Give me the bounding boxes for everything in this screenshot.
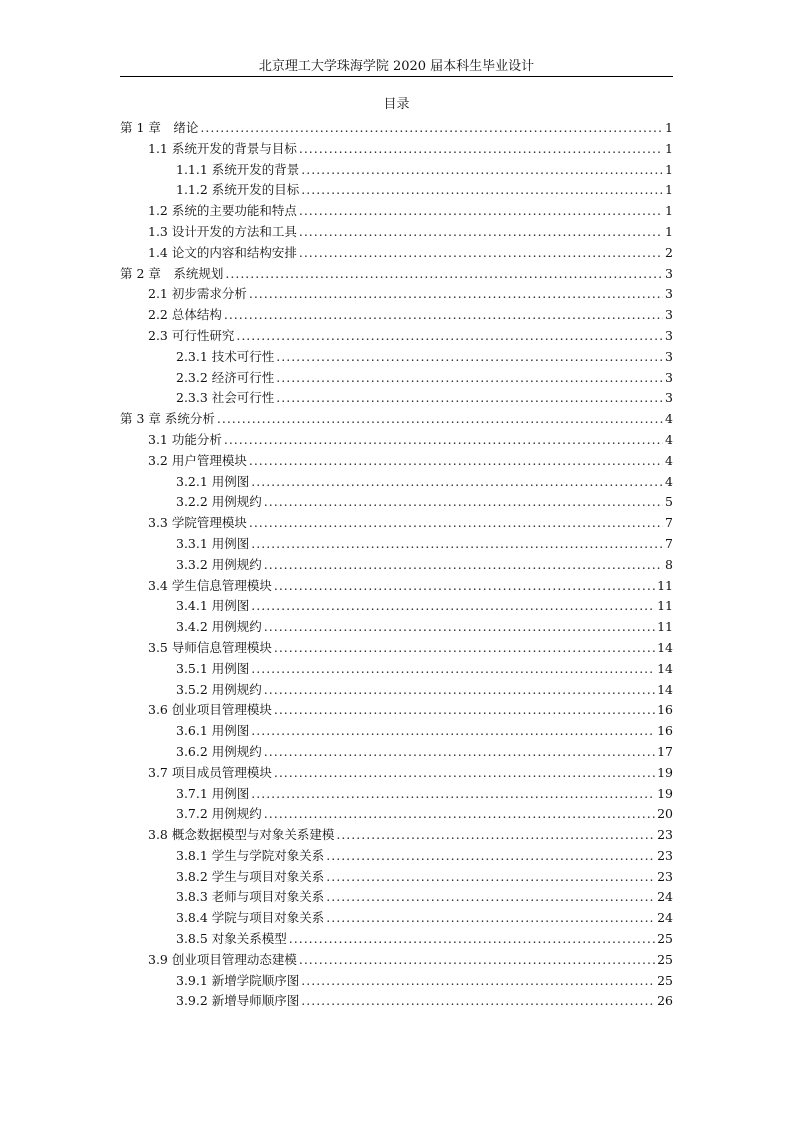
toc-entry[interactable] bbox=[120, 950, 673, 971]
table-of-contents bbox=[120, 118, 673, 1012]
toc-entry-page-number: 3 bbox=[665, 265, 673, 281]
toc-entry-label: 3.6.2 用例规约 bbox=[176, 743, 262, 759]
toc-entry-page-number: 16 bbox=[657, 723, 673, 739]
toc-dot-leader bbox=[274, 700, 655, 721]
toc-entry-page-number: 17 bbox=[657, 743, 673, 759]
toc-entry-label: 3.4.2 用例规约 bbox=[176, 619, 262, 635]
toc-entry-label: 2.3 可行性研究 bbox=[148, 327, 235, 343]
toc-entry-page-number: 1 bbox=[665, 223, 673, 239]
toc-entry-label: 1.1.2 系统开发的目标 bbox=[176, 182, 300, 198]
toc-entry[interactable] bbox=[120, 243, 673, 264]
toc-entry[interactable] bbox=[120, 555, 673, 576]
toc-dot-leader bbox=[299, 950, 655, 971]
toc-entry-page-number: 25 bbox=[657, 951, 673, 967]
toc-entry-label: 1.1 系统开发的背景与目标 bbox=[148, 140, 297, 156]
toc-dot-leader bbox=[301, 180, 663, 201]
toc-entry-label: 3.5.1 用例图 bbox=[176, 660, 250, 676]
toc-entry-label: 第 3 章 系统分析 bbox=[120, 411, 215, 427]
toc-entry-label: 3.5.2 用例规约 bbox=[176, 681, 262, 697]
toc-entry[interactable] bbox=[120, 180, 673, 201]
toc-entry-label: 2.2 总体结构 bbox=[148, 307, 222, 323]
toc-entry-page-number: 14 bbox=[657, 681, 673, 697]
toc-entry-page-number: 4 bbox=[665, 431, 673, 447]
toc-entry-label: 3.8.1 学生与学院对象关系 bbox=[176, 847, 325, 863]
toc-entry-page-number: 24 bbox=[657, 910, 673, 926]
toc-entry-page-number: 3 bbox=[665, 327, 673, 343]
toc-entry-page-number: 14 bbox=[657, 660, 673, 676]
toc-entry-page-number: 23 bbox=[657, 868, 673, 884]
toc-entry[interactable] bbox=[120, 139, 673, 160]
toc-entry[interactable] bbox=[120, 784, 673, 805]
toc-entry-page-number: 8 bbox=[665, 556, 673, 572]
toc-entry[interactable] bbox=[120, 721, 673, 742]
toc-entry-label: 3.3 学院管理模块 bbox=[148, 515, 247, 531]
toc-entry[interactable] bbox=[120, 222, 673, 243]
toc-dot-leader bbox=[251, 596, 655, 617]
toc-entry-page-number: 25 bbox=[657, 931, 673, 947]
toc-entry-page-number: 7 bbox=[665, 535, 673, 551]
toc-entry-page-number: 19 bbox=[657, 785, 673, 801]
toc-dot-leader bbox=[249, 513, 663, 534]
toc-entry-label: 3.9 创业项目管理动态建模 bbox=[148, 951, 297, 967]
toc-entry[interactable] bbox=[120, 971, 673, 992]
toc-entry[interactable] bbox=[120, 825, 673, 846]
toc-dot-leader bbox=[264, 680, 655, 701]
toc-dot-leader bbox=[236, 326, 663, 347]
toc-entry[interactable] bbox=[120, 513, 673, 534]
toc-entry-label: 3.3.1 用例图 bbox=[176, 535, 250, 551]
toc-entry-label: 2.1 初步需求分析 bbox=[148, 286, 247, 302]
toc-entry-page-number: 3 bbox=[665, 369, 673, 385]
toc-dot-leader bbox=[326, 846, 655, 867]
toc-entry-page-number: 5 bbox=[665, 494, 673, 510]
toc-entry-page-number: 19 bbox=[657, 764, 673, 780]
toc-entry[interactable] bbox=[120, 264, 673, 285]
toc-entry[interactable] bbox=[120, 409, 673, 430]
toc-dot-leader bbox=[264, 617, 655, 638]
toc-dot-leader bbox=[326, 908, 655, 929]
toc-entry[interactable] bbox=[120, 368, 673, 389]
toc-entry-label: 2.3.2 经济可行性 bbox=[176, 369, 275, 385]
toc-entry[interactable] bbox=[120, 118, 673, 139]
toc-entry-page-number: 3 bbox=[665, 286, 673, 302]
toc-dot-leader bbox=[336, 825, 655, 846]
toc-dot-leader bbox=[299, 139, 663, 160]
toc-entry-label: 2.3.1 技术可行性 bbox=[176, 348, 275, 364]
toc-entry-label: 1.4 论文的内容和结构安排 bbox=[148, 244, 297, 260]
toc-dot-leader bbox=[251, 721, 655, 742]
toc-entry[interactable] bbox=[120, 472, 673, 493]
toc-dot-leader bbox=[251, 784, 655, 805]
toc-entry-label: 3.8.3 老师与项目对象关系 bbox=[176, 889, 325, 905]
toc-entry[interactable] bbox=[120, 680, 673, 701]
toc-dot-leader bbox=[251, 472, 663, 493]
toc-entry-page-number: 2 bbox=[665, 244, 673, 260]
toc-entry[interactable] bbox=[120, 596, 673, 617]
toc-entry-label: 3.4.1 用例图 bbox=[176, 598, 250, 614]
toc-entry-label: 3.8.4 学院与项目对象关系 bbox=[176, 910, 325, 926]
toc-entry[interactable] bbox=[120, 659, 673, 680]
toc-entry-label: 3.3.2 用例规约 bbox=[176, 556, 262, 572]
toc-dot-leader bbox=[274, 763, 655, 784]
toc-dot-leader bbox=[217, 409, 663, 430]
toc-entry[interactable] bbox=[120, 929, 673, 950]
toc-entry-page-number: 11 bbox=[657, 619, 673, 635]
toc-entry[interactable] bbox=[120, 700, 673, 721]
toc-dot-leader bbox=[224, 305, 663, 326]
toc-entry-page-number: 25 bbox=[657, 972, 673, 988]
toc-entry[interactable] bbox=[120, 347, 673, 368]
toc-entry-label: 3.4 学生信息管理模块 bbox=[148, 577, 272, 593]
toc-entry[interactable] bbox=[120, 763, 673, 784]
toc-entry-label: 3.8 概念数据模型与对象关系建模 bbox=[148, 827, 335, 843]
toc-entry[interactable] bbox=[120, 846, 673, 867]
toc-entry-label: 1.1.1 系统开发的背景 bbox=[176, 161, 300, 177]
toc-entry-label: 3.7.2 用例规约 bbox=[176, 806, 262, 822]
toc-dot-leader bbox=[224, 430, 663, 451]
toc-entry[interactable] bbox=[120, 576, 673, 597]
toc-entry-label: 1.2 系统的主要功能和特点 bbox=[148, 203, 297, 219]
toc-entry[interactable] bbox=[120, 388, 673, 409]
running-header: 北京理工大学珠海学院 2020 届本科生毕业设计 bbox=[258, 59, 535, 74]
toc-dot-leader bbox=[276, 388, 663, 409]
toc-entry-page-number: 3 bbox=[665, 390, 673, 406]
toc-entry-page-number: 4 bbox=[665, 411, 673, 427]
toc-entry[interactable] bbox=[120, 887, 673, 908]
toc-entry-label: 3.6.1 用例图 bbox=[176, 723, 250, 739]
toc-dot-leader bbox=[264, 492, 663, 513]
toc-dot-leader bbox=[249, 284, 663, 305]
toc-dot-leader bbox=[301, 160, 663, 181]
toc-entry[interactable] bbox=[120, 160, 673, 181]
toc-dot-leader bbox=[225, 264, 663, 285]
toc-entry-page-number: 1 bbox=[665, 140, 673, 156]
toc-entry-label: 3.7 项目成员管理模块 bbox=[148, 764, 272, 780]
toc-entry-label: 3.9.2 新增导师顺序图 bbox=[176, 993, 300, 1009]
toc-entry-page-number: 24 bbox=[657, 889, 673, 905]
toc-dot-leader bbox=[299, 243, 663, 264]
toc-entry-label: 第 1 章 绪论 bbox=[120, 120, 199, 135]
toc-dot-leader bbox=[299, 222, 663, 243]
toc-dot-leader bbox=[276, 368, 663, 389]
toc-entry-page-number: 3 bbox=[665, 307, 673, 323]
toc-entry-page-number: 1 bbox=[665, 161, 673, 177]
toc-entry-page-number: 16 bbox=[657, 702, 673, 718]
toc-entry-label: 3.8.2 学生与项目对象关系 bbox=[176, 868, 325, 884]
toc-entry-page-number: 1 bbox=[665, 182, 673, 198]
toc-dot-leader bbox=[299, 201, 663, 222]
toc-dot-leader bbox=[276, 347, 663, 368]
toc-entry-page-number: 7 bbox=[665, 515, 673, 531]
toc-entry-label: 3.7.1 用例图 bbox=[176, 785, 250, 801]
header-divider bbox=[120, 76, 673, 77]
toc-entry-label: 3.1 功能分析 bbox=[148, 431, 222, 447]
toc-entry[interactable] bbox=[120, 638, 673, 659]
toc-dot-leader bbox=[251, 659, 655, 680]
toc-dot-leader bbox=[251, 534, 663, 555]
toc-entry[interactable] bbox=[120, 284, 673, 305]
toc-entry-label: 3.2.1 用例图 bbox=[176, 473, 250, 489]
toc-entry-page-number: 1 bbox=[665, 203, 673, 219]
toc-entry[interactable] bbox=[120, 201, 673, 222]
toc-entry-page-number: 4 bbox=[665, 473, 673, 489]
toc-dot-leader bbox=[264, 742, 655, 763]
toc-entry[interactable] bbox=[120, 305, 673, 326]
toc-entry-page-number: 4 bbox=[665, 452, 673, 468]
toc-entry[interactable] bbox=[120, 804, 673, 825]
toc-dot-leader bbox=[274, 576, 655, 597]
toc-entry-page-number: 11 bbox=[657, 577, 673, 593]
toc-entry[interactable] bbox=[120, 867, 673, 888]
toc-dot-leader bbox=[289, 929, 655, 950]
toc-entry[interactable] bbox=[120, 430, 673, 451]
toc-entry-label: 1.3 设计开发的方法和工具 bbox=[148, 223, 297, 239]
toc-entry[interactable] bbox=[120, 991, 673, 1012]
toc-entry-label: 3.8.5 对象关系模型 bbox=[176, 931, 287, 947]
toc-entry[interactable] bbox=[120, 451, 673, 472]
toc-entry-label: 3.2 用户管理模块 bbox=[148, 452, 247, 468]
toc-entry-page-number: 20 bbox=[657, 806, 673, 822]
toc-entry[interactable] bbox=[120, 742, 673, 763]
toc-dot-leader bbox=[264, 804, 655, 825]
toc-entry-label: 3.2.2 用例规约 bbox=[176, 494, 262, 510]
toc-dot-leader bbox=[274, 638, 655, 659]
toc-entry[interactable] bbox=[120, 326, 673, 347]
toc-entry-page-number: 23 bbox=[657, 827, 673, 843]
toc-dot-leader bbox=[301, 991, 655, 1012]
toc-entry-page-number: 1 bbox=[665, 120, 673, 135]
toc-entry-label: 第 2 章 系统规划 bbox=[120, 265, 224, 281]
toc-entry-page-number: 26 bbox=[657, 993, 673, 1009]
toc-title: 目录 bbox=[383, 97, 410, 112]
toc-entry[interactable] bbox=[120, 492, 673, 513]
toc-entry-label: 3.6 创业项目管理模块 bbox=[148, 702, 272, 718]
toc-entry-page-number: 11 bbox=[657, 598, 673, 614]
toc-entry[interactable] bbox=[120, 908, 673, 929]
toc-entry-page-number: 3 bbox=[665, 348, 673, 364]
toc-dot-leader bbox=[264, 555, 663, 576]
toc-dot-leader bbox=[326, 867, 655, 888]
toc-dot-leader bbox=[200, 118, 663, 139]
toc-dot-leader bbox=[249, 451, 663, 472]
toc-entry[interactable] bbox=[120, 534, 673, 555]
toc-dot-leader bbox=[301, 971, 655, 992]
toc-entry-label: 3.9.1 新增学院顺序图 bbox=[176, 972, 300, 988]
toc-dot-leader bbox=[326, 887, 655, 908]
toc-entry[interactable] bbox=[120, 617, 673, 638]
toc-entry-page-number: 14 bbox=[657, 639, 673, 655]
toc-entry-label: 3.5 导师信息管理模块 bbox=[148, 639, 272, 655]
toc-entry-page-number: 23 bbox=[657, 847, 673, 863]
toc-entry-label: 2.3.3 社会可行性 bbox=[176, 390, 275, 406]
